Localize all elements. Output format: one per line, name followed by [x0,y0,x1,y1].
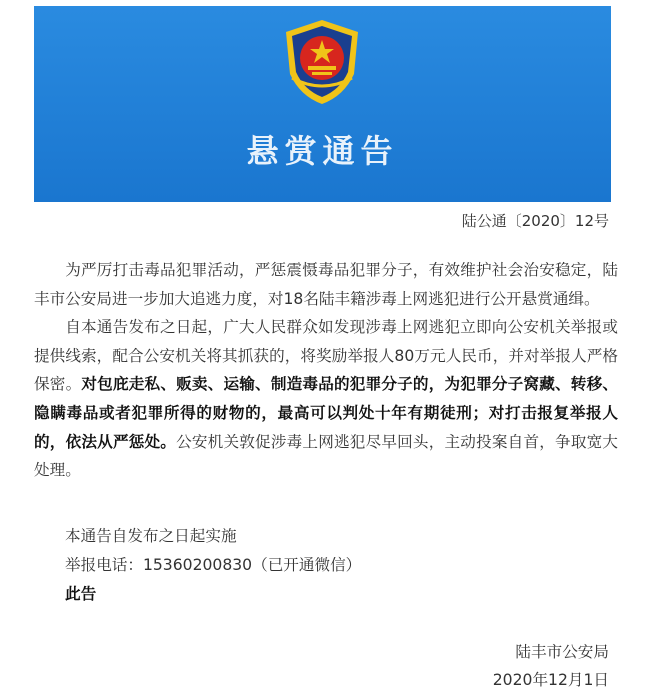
hotline: 举报电话：15360200830（已开通微信） [65,556,362,574]
police-emblem-icon [280,16,364,106]
header-banner [34,6,611,202]
issue-date: 2020年12月1日 [492,671,609,689]
notice-body [34,256,618,485]
closing-statement: 此告 [65,585,97,603]
paragraph-1: 为严厉打击毒品犯罪活动，严惩震慑毒品犯罪分子，有效维护社会治安稳定，陆丰市公安局进一步加大追逃力度，对18名陆丰籍涉毒上网逃犯进行公开悬赏通缉。 [34,261,618,308]
banner-title: 悬赏通告 [246,132,399,170]
effective-statement: 本通告自发布之日起实施 [65,527,237,545]
paragraph-2-penalties: 对包庇走私、贩卖、运输、制造毒品的犯罪分子的，为犯罪分子窝藏、转移、隐瞒毒品或者犯罪所得的财物的，最高可以判处十年有期徒刑；对打击报复举报人的，依法从严惩处。 [34,375,618,451]
paragraph-2-intro: 自本通告发布之日起，广大人民群众如发现涉毒上网逃犯立即向公安机关举报或提供线索，配合公安机关将其抓获的，将奖励举报人80万元人民币，并对举报人严格保密。 [34,318,618,394]
paragraph-2-urge: 公安机关敦促涉毒上网逃犯尽早回头，主动投案自首，争取宽大处理。 [34,432,618,480]
paragraph-2 [34,313,618,485]
issuer-name: 陆丰市公安局 [515,643,609,661]
document-number: 陆公通〔2020〕12号 [461,212,609,230]
